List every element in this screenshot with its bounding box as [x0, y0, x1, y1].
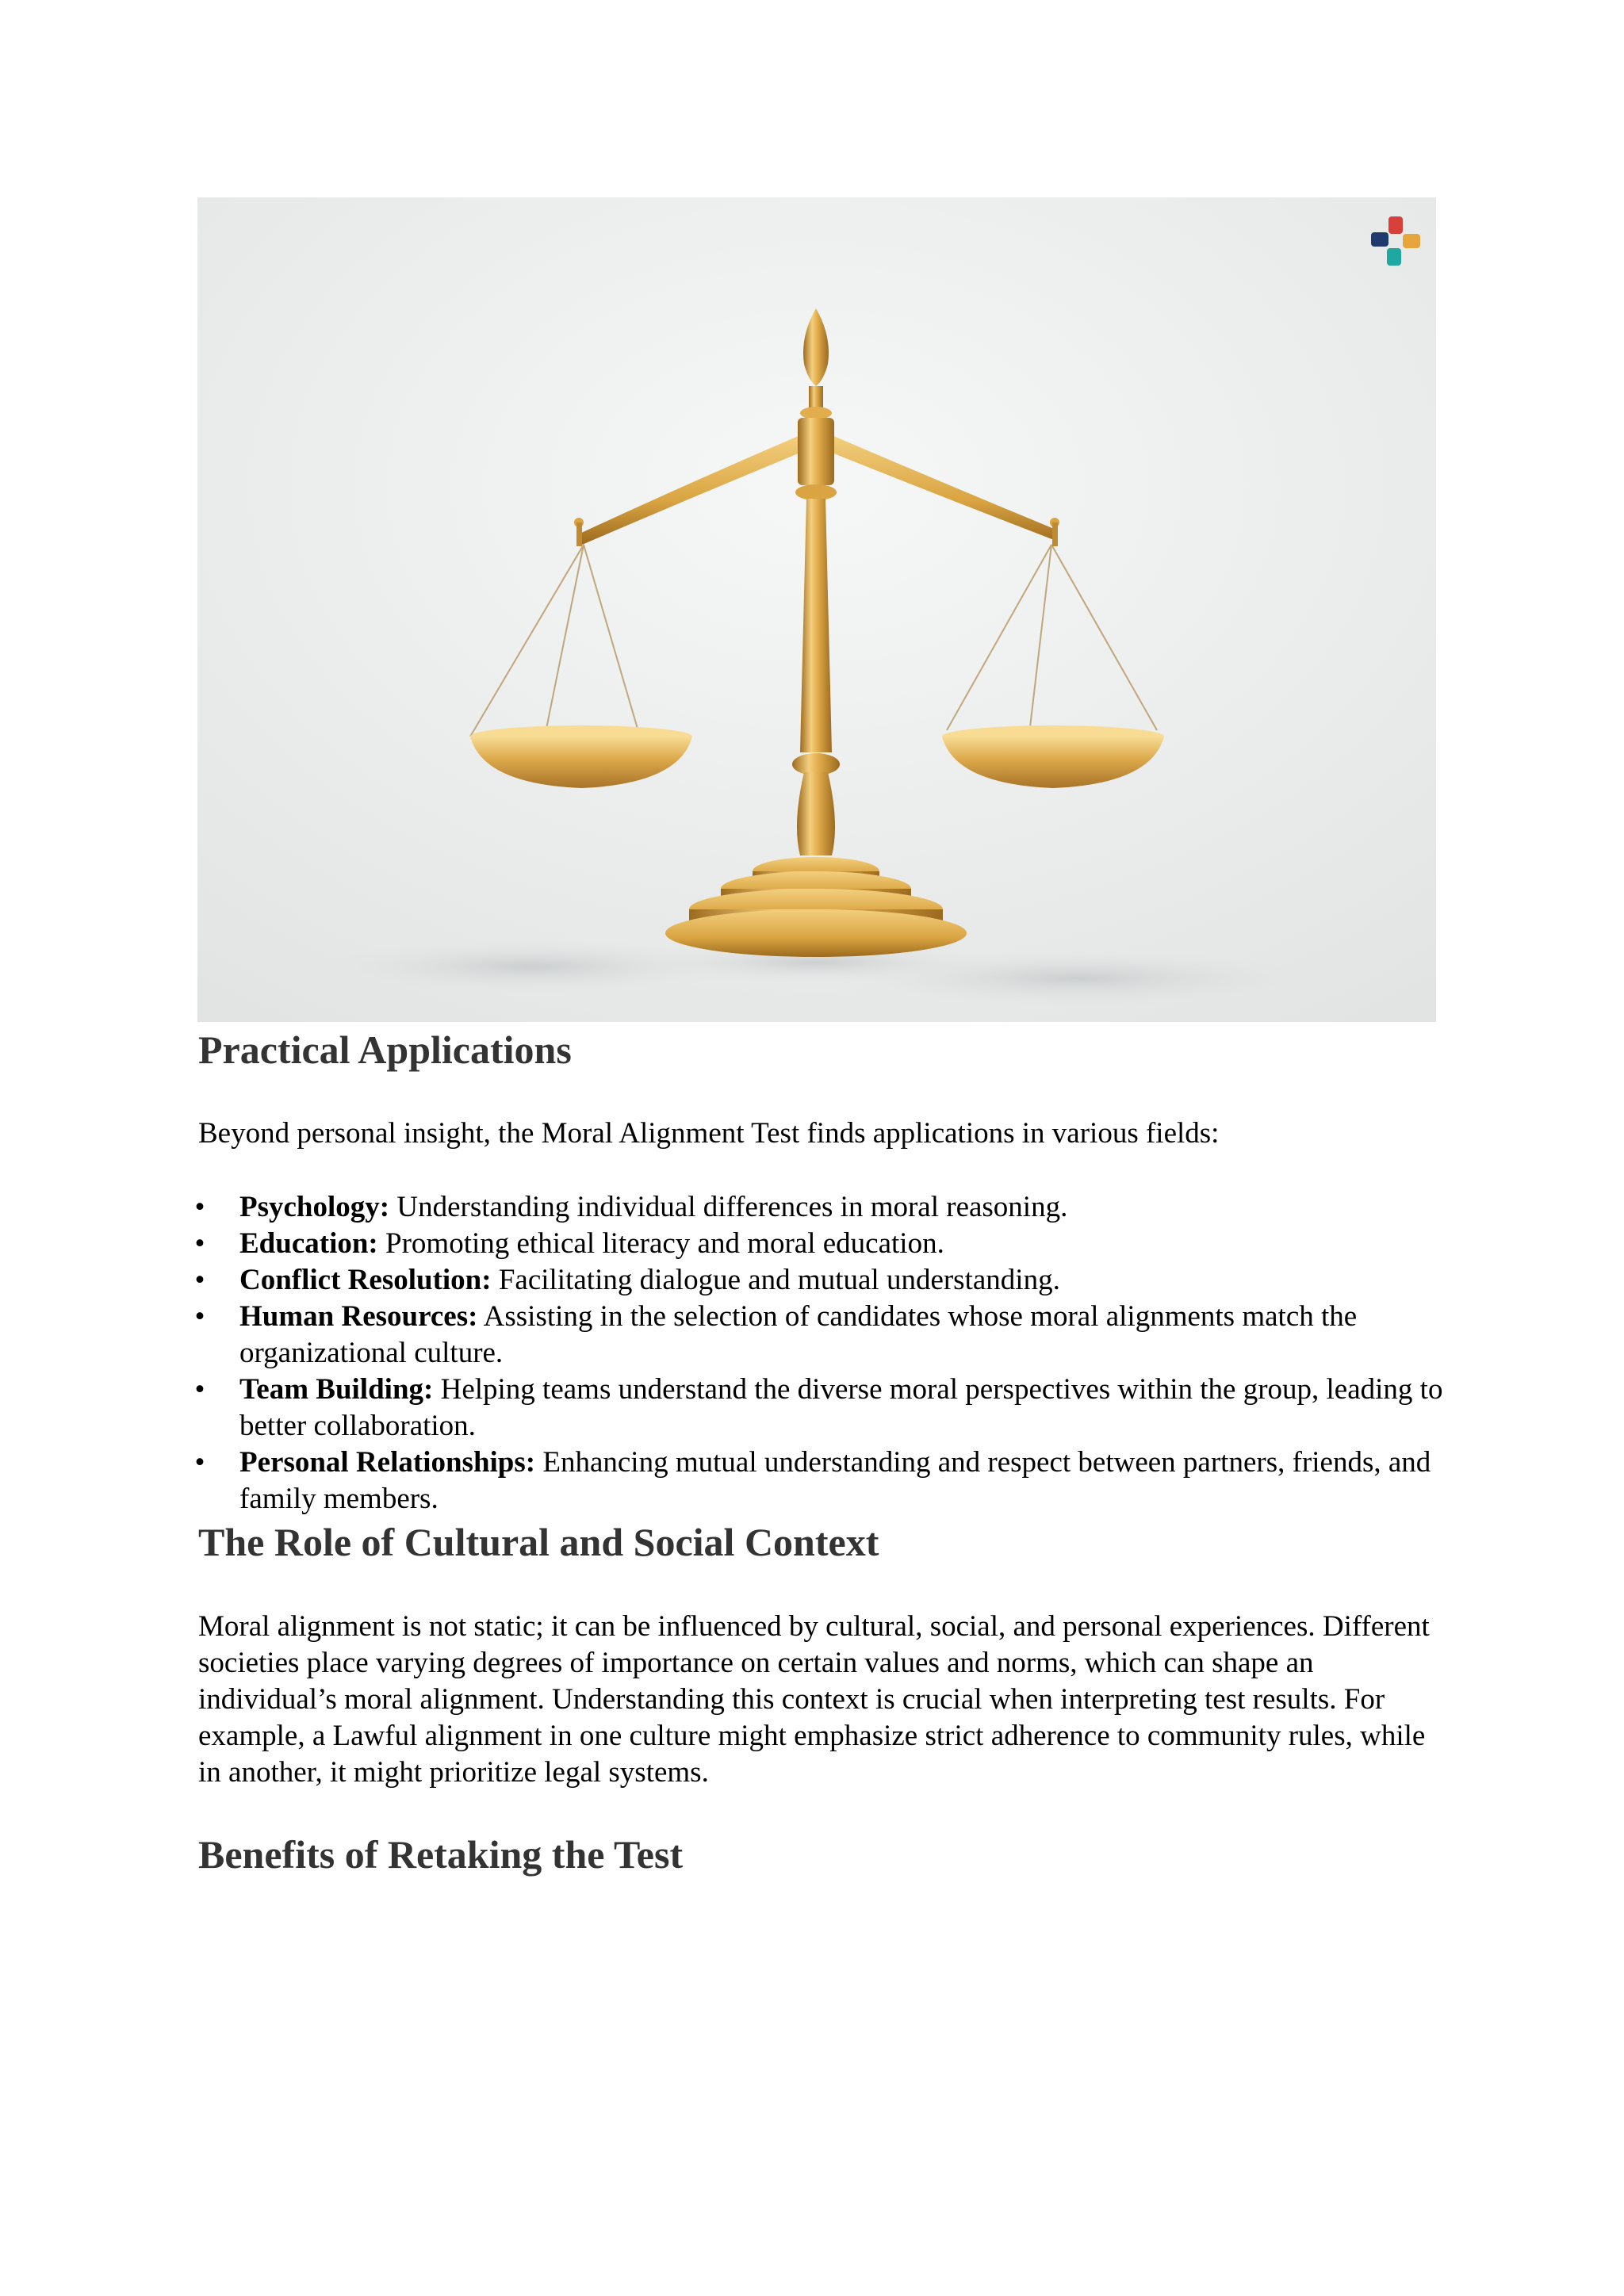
- list-item: [194, 1299, 1451, 1372]
- list-item: [194, 1445, 1451, 1517]
- list-item: [194, 1189, 1451, 1226]
- list-item: [194, 1226, 1451, 1262]
- heading-benefits-retaking: Benefits of Retaking the Test: [198, 1832, 684, 1877]
- scales-of-justice-image: [197, 197, 1436, 1022]
- list-item-text: Assisting in the selection of candidates whose moral alignments match the organizational culture.: [239, 1300, 1358, 1369]
- list-item-text: Facilitating dialogue and mutual understanding.: [491, 1264, 1060, 1296]
- list-item-text: Understanding individual differences in moral reasoning.: [389, 1191, 1068, 1223]
- bullet-icon: •: [194, 1191, 205, 1223]
- intro-paragraph: Beyond personal insight, the Moral Alignment Test finds applications in various fields:: [198, 1117, 1220, 1150]
- list-item-term: Conflict Resolution:: [239, 1264, 492, 1296]
- heading-practical-applications: Practical Applications: [198, 1027, 572, 1072]
- context-paragraph: Moral alignment is not static; it can be influenced by cultural, social, and personal experiences. Different societies place varying degrees of importance on certain values and norms, which can shape an individual’s moral alignment. Understanding this context is crucial when interpreting test results. For example, a Lawful alignment in one culture might emphasize strict adherence to community rules, while in another, it might prioritize legal systems.: [198, 1610, 1430, 1789]
- applications-list: [194, 1189, 1451, 1517]
- list-item: [194, 1372, 1451, 1445]
- list-item-text: Helping teams understand the diverse moral perspectives within the group, leading to better collaboration.: [239, 1373, 1443, 1442]
- bullet-icon: •: [194, 1446, 205, 1479]
- bullet-icon: •: [194, 1264, 205, 1296]
- list-item-term: Personal Relationships:: [239, 1446, 536, 1479]
- list-item-text: Promoting ethical literacy and moral education.: [377, 1227, 944, 1260]
- bullet-icon: •: [194, 1373, 205, 1406]
- bullet-icon: •: [194, 1300, 205, 1333]
- list-item-term: Team Building:: [239, 1373, 434, 1406]
- bullet-icon: •: [194, 1227, 205, 1260]
- list-item-text: Enhancing mutual understanding and respect between partners, friends, and family members.: [239, 1446, 1431, 1515]
- list-item-term: Human Resources:: [239, 1300, 478, 1333]
- list-item: [194, 1262, 1451, 1299]
- list-item-term: Psychology:: [239, 1191, 390, 1223]
- list-item-term: Education:: [239, 1227, 378, 1260]
- heading-cultural-social-context: The Role of Cultural and Social Context: [198, 1520, 879, 1564]
